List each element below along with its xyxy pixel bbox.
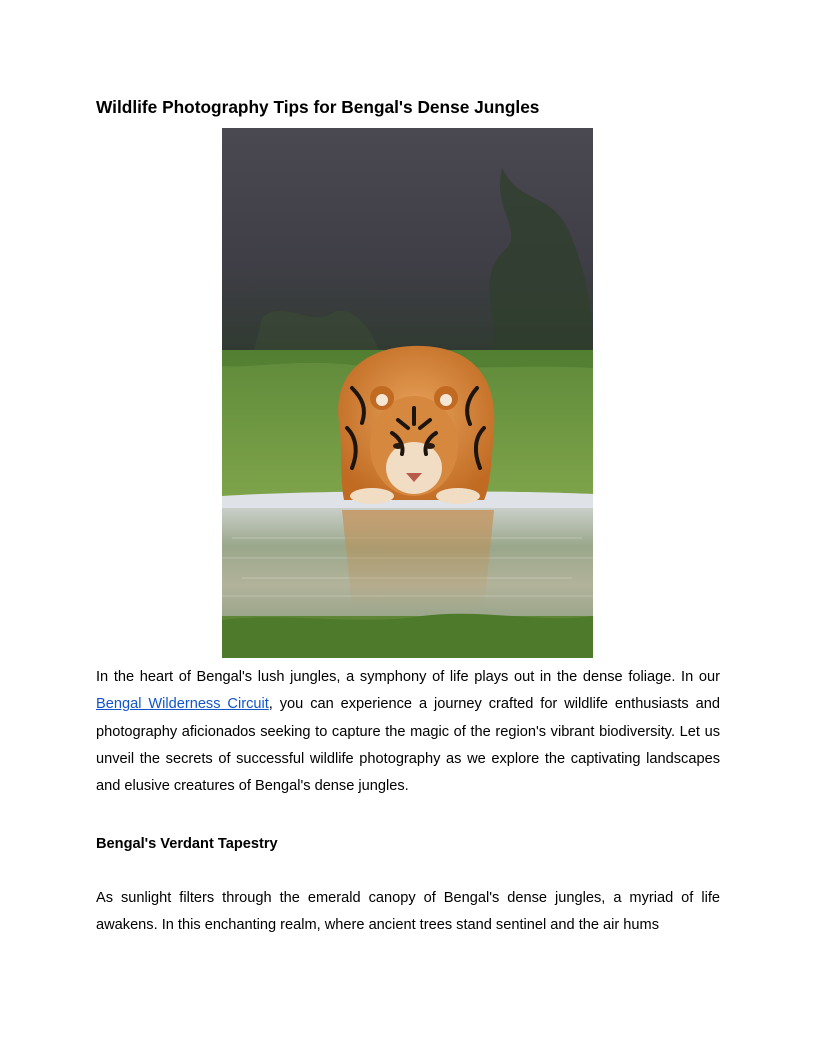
bengal-wilderness-circuit-link[interactable]: Bengal Wilderness Circuit bbox=[96, 696, 269, 713]
page-title: Wildlife Photography Tips for Bengal's Dense Jungles bbox=[96, 97, 540, 117]
intro-text-end: , you can experience a journey crafted for wildlife enthusiasts and photography aficionados seeking to capture the magic of the region's vibrant biodiversity. Let us unveil the secrets of successful wildlife photography as we explore the captivating landscapes and elusive creatures of Bengal's dense jungles. bbox=[96, 696, 720, 795]
section-heading: Bengal's Verdant Tapestry bbox=[96, 836, 278, 852]
section-paragraph: As sunlight filters through the emerald canopy of Bengal's dense jungles, a myriad of life awakens. In this enchanting realm, where ancient trees stand sentinel and the air hums bbox=[96, 890, 720, 934]
intro-text-start: In the heart of Bengal's lush jungles, a symphony of life plays out in the dense foliage. In our bbox=[96, 669, 720, 685]
tiger-photo bbox=[222, 128, 593, 658]
intro-paragraph bbox=[96, 664, 720, 800]
